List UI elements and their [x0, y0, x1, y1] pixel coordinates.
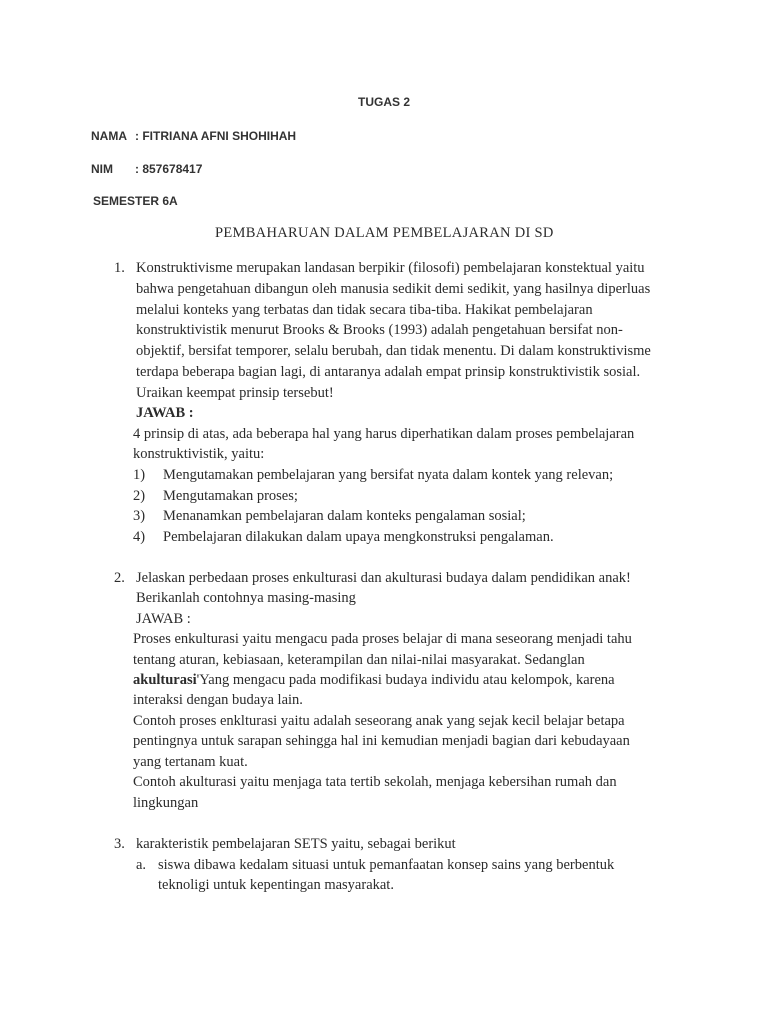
answer-2-line: Proses enkulturasi yaitu mengacu pada proses belajar di mana seseorang menjadi tahu: [133, 631, 632, 647]
principle-text: Menanamkan pembelajaran dalam konteks pengalaman sosial;: [163, 508, 526, 524]
question-1-line: objektif, bersifat temporer, selalu berubah, dan tidak menentu. Di dalam konstruktivisme: [136, 343, 651, 359]
answer-2-line: interaksi dengan budaya lain.: [133, 692, 303, 708]
question-1-number: 1.: [114, 260, 125, 276]
question-2-number: 2.: [114, 570, 125, 586]
sub-item-line: teknoligi untuk kepentingan masyarakat.: [158, 877, 394, 893]
semester-label: SEMESTER 6A: [93, 194, 178, 208]
answer-2-line: pentingnya untuk sarapan sehingga hal ini kemudian menjadi bagian dari kebudayaan: [133, 733, 630, 749]
question-1-line: melalui konteks yang terbatas dan tidak secara tiba-tiba. Hakikat pembelajaran: [136, 302, 593, 318]
answer-2-line: Contoh proses enklturasi yaitu adalah seseorang anak yang sejak kecil belajar betapa: [133, 713, 625, 729]
answer-2-line: [133, 670, 615, 691]
principle-text: Mengutamakan pembelajaran yang bersifat nyata dalam kontek yang relevan;: [163, 467, 614, 483]
nim-value: : 857678417: [135, 162, 203, 176]
question-1-line: Uraikan keempat prinsip tersebut!: [136, 385, 334, 401]
answer-1-heading: JAWAB :: [136, 405, 194, 421]
akulturasi-definition: 'Yang mengacu pada modifikasi budaya individu atau kelompok, karena: [196, 672, 615, 688]
answer-1-line: 4 prinsip di atas, ada beberapa hal yang harus diperhatikan dalam proses pembelajaran: [133, 426, 635, 442]
question-3-number: 3.: [114, 836, 125, 852]
akulturasi-term: akulturasi: [133, 672, 197, 688]
name-label: NAMA: [91, 129, 127, 143]
question-1-line: konstruktivistik menurut Brooks & Brooks (1993) adalah pengetahuan bersifat non-: [136, 322, 623, 338]
principle-number: 3): [133, 508, 146, 524]
nim-label: NIM: [91, 162, 113, 176]
sub-item-line: siswa dibawa kedalam situasi untuk pemanfaatan konsep sains yang berbentuk: [158, 857, 615, 873]
answer-2-line: lingkungan: [133, 795, 199, 811]
document-title: PEMBAHARUAN DALAM PEMBELAJARAN DI SD: [215, 225, 554, 241]
name-value: : FITRIANA AFNI SHOHIHAH: [135, 129, 297, 143]
question-1-line: bahwa pengetahuan dibangun oleh manusia sedikit demi sedikit, yang hasilnya diperluas: [136, 281, 651, 297]
answer-2-line: tentang aturan, kebiasaan, keterampilan dan nilai-nilai masyarakat. Sedanglan: [133, 652, 585, 668]
answer-1-line: konstruktivistik, yaitu:: [133, 446, 265, 462]
assignment-label: TUGAS 2: [358, 95, 411, 109]
sub-item-letter: a.: [136, 857, 147, 873]
question-1-line: Konstruktivisme merupakan landasan berpikir (filosofi) pembelajaran konstektual yaitu: [136, 260, 645, 276]
question-3-text: karakteristik pembelajaran SETS yaitu, sebagai berikut: [136, 836, 456, 852]
principle-number: 1): [133, 467, 146, 483]
answer-2-line: Contoh akulturasi yaitu menjaga tata tertib sekolah, menjaga kebersihan rumah dan: [133, 774, 617, 790]
principle-text: Pembelajaran dilakukan dalam upaya mengkonstruksi pengalaman.: [163, 529, 554, 545]
answer-2-line: yang tertanam kuat.: [133, 754, 248, 770]
principle-number: 4): [133, 529, 146, 545]
principle-number: 2): [133, 488, 146, 504]
question-2-line: Jelaskan perbedaan proses enkulturasi dan akulturasi budaya dalam pendidikan anak!: [136, 570, 631, 586]
question-2-line: Berikanlah contohnya masing-masing: [136, 590, 356, 606]
answer-2-heading: JAWAB :: [136, 611, 191, 627]
principle-text: Mengutamakan proses;: [163, 488, 298, 504]
question-1-line: terdapa beberapa bagian lagi, di antaranya adalah empat prinsip konstruktivistik sosial.: [136, 364, 641, 380]
